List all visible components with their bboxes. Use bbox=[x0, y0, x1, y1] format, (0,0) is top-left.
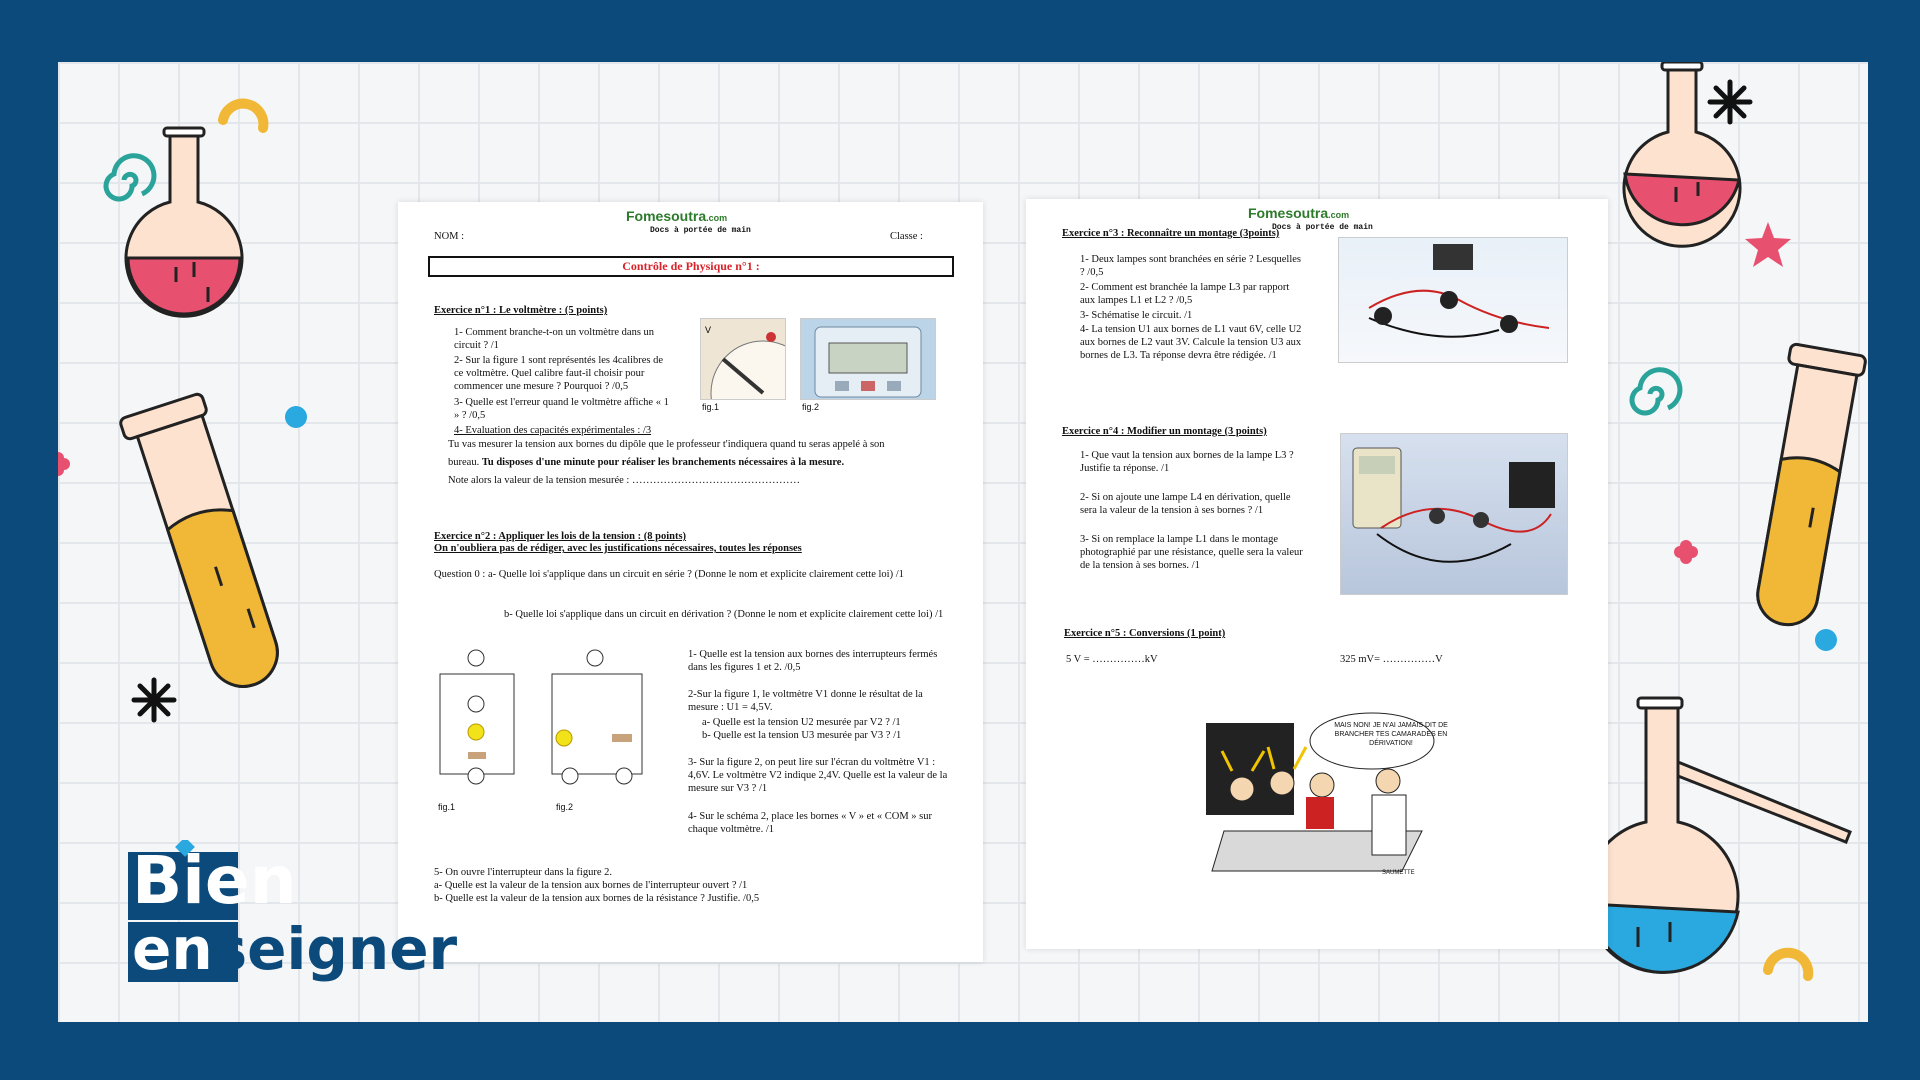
fomesoutra-logo: Fomesoutra.com bbox=[626, 208, 728, 224]
lamp-icon bbox=[1500, 315, 1518, 333]
ex1-paragraph-2: bureau. Tu disposes d'une minute pour réaliser les branchements nécessaires à la mesure. bbox=[448, 457, 845, 468]
multimeter-circuit-photo bbox=[1340, 433, 1568, 595]
exercise-5-heading: Exercice n°5 : Conversions (1 point) bbox=[1064, 628, 1226, 639]
lamp-icon bbox=[556, 730, 572, 746]
ex2-question-0b: b- Quelle loi s'applique dans un circuit en dérivation ? (Donne le nom et explicite clairement cette loi) /1 bbox=[504, 609, 944, 620]
resistor-icon bbox=[612, 734, 632, 742]
logo-tagline: Docs à portée de main bbox=[650, 226, 751, 235]
ex4-question-1: 1- Que vaut la tension aux bornes de la lampe L3 ? Justifie ta réponse. /1 bbox=[1080, 450, 1294, 474]
voltmeter-v3-icon bbox=[616, 768, 632, 784]
content-panel bbox=[58, 62, 1868, 1022]
decorations-left bbox=[58, 62, 378, 742]
fig1-caption: fig.1 bbox=[702, 402, 720, 412]
arc-icon bbox=[1768, 953, 1808, 976]
ex2-question-2b: b- Quelle est la tension U3 mesurée par V3 ? /1 bbox=[702, 730, 902, 741]
lamp-icon bbox=[1374, 307, 1392, 325]
ex2-question-3: 3- Sur la figure 2, on peut lire sur l'écran du voltmètre V1 : 4,6V. Le voltmètre V2 indique 2,4V. Quelle est la valeur de la mesure sur V3 ? /1 bbox=[688, 757, 948, 794]
ex2-question-0a: Question 0 : a- Quelle loi s'applique dans un circuit en série ? (Donne le nom et explicite clairement cette loi) /1 bbox=[434, 569, 904, 580]
ex4-question-2: 2- Si on ajoute une lampe L4 en dérivation, quelle sera la valeur de la tension à ses bornes ? /1 bbox=[1080, 492, 1291, 516]
dot-icon bbox=[1815, 629, 1837, 651]
circuit-fig1-caption: fig.1 bbox=[438, 802, 456, 812]
lamp-icon bbox=[1473, 512, 1489, 528]
multimeter-photo bbox=[800, 318, 936, 400]
ex1-paragraph-1: Tu vas mesurer la tension aux bornes du dipôle que le professeur t'indiquera quand tu seras appelé à son bbox=[448, 439, 885, 450]
exercise-3-heading: Exercice n°3 : Reconnaître un montage (3points) bbox=[1062, 228, 1280, 239]
brand-line-2: enseigner bbox=[132, 915, 458, 983]
arc-icon bbox=[223, 104, 263, 128]
logo-tagline: Docs à portée de main bbox=[1272, 223, 1373, 232]
bien-enseigner-logo bbox=[128, 840, 488, 1020]
exercise-2-subheading: On n'oubliera pas de rédiger, avec les justifications nécessaires, toutes les réponses bbox=[434, 543, 802, 554]
classe-label: Classe : bbox=[890, 231, 923, 242]
spiral-icon bbox=[1632, 370, 1680, 413]
voltmeter-v1-icon bbox=[587, 650, 603, 666]
round-flask-icon bbox=[1624, 62, 1740, 246]
ex1-question-4: 4- Evaluation des capacités expérimentales : /3 bbox=[454, 425, 652, 436]
ex2-question-5a: a- Quelle est la valeur de la tension aux bornes de l'interrupteur ouvert ? /1 bbox=[434, 880, 748, 891]
resistor-icon bbox=[468, 752, 486, 759]
circuit-diagrams bbox=[432, 648, 672, 798]
ex3-question-2: 2- Comment est branchée la lampe L3 par rapport aux lampes L1 et L2 ? /0,5 bbox=[1080, 282, 1290, 306]
ex3-question-4: 4- La tension U1 aux bornes de L1 vaut 6V, celle U2 aux bornes de L2 vaut 3V. Calcule la tension U3 aux bornes de L3. Ta réponse devra être rédigée. /1 bbox=[1080, 324, 1302, 361]
voltmeter-v1-icon bbox=[468, 650, 484, 666]
conversion-1: 5 V = ……………kV bbox=[1066, 654, 1158, 665]
series-circuit-photo bbox=[1338, 237, 1568, 363]
cartoon-signature: SAUMETTE bbox=[1382, 870, 1415, 876]
dot-icon bbox=[285, 406, 307, 428]
ex3-question-1: 1- Deux lampes sont branchées en série ? Lesquelles ? /0,5 bbox=[1080, 254, 1302, 278]
voltmeter-dial-photo bbox=[700, 318, 786, 400]
voltmeter-v3-icon bbox=[468, 768, 484, 784]
ex2-question-2: 2-Sur la figure 1, le voltmètre V1 donne le résultat de la mesure : U1 = 4,5V. bbox=[688, 689, 923, 713]
test-tube-icon bbox=[119, 393, 292, 699]
lamp-icon bbox=[1440, 291, 1458, 309]
lamp-icon bbox=[468, 724, 484, 740]
ex2-question-4: 4- Sur le schéma 2, place les bornes « V » et « COM » sur chaque voltmètre. /1 bbox=[688, 811, 932, 835]
ex1-question-3: 3- Quelle est l'erreur quand le voltmètre affiche « 1 » ? /0,5 bbox=[454, 397, 669, 421]
voltmeter-v2-icon bbox=[562, 768, 578, 784]
spiral-icon bbox=[106, 156, 154, 199]
ex2-question-2a: a- Quelle est la tension U2 mesurée par V2 ? /1 bbox=[702, 717, 901, 728]
flower-icon bbox=[1674, 540, 1698, 564]
test-tube-icon bbox=[1743, 343, 1866, 630]
ex2-question-5: 5- On ouvre l'interrupteur dans la figure 2. bbox=[434, 867, 613, 878]
decorations-right bbox=[1598, 62, 1868, 1022]
ex4-question-3: 3- Si on remplace la lampe L1 dans le montage photographié par une résistance, quelle sera la valeur de la tension à ses bornes. /1 bbox=[1080, 534, 1303, 571]
exercise-2-heading: Exercice n°2 : Appliquer les lois de la tension : (8 points) bbox=[434, 531, 687, 542]
conversion-2: 325 mV= ……………V bbox=[1340, 654, 1443, 665]
asterisk-icon bbox=[134, 680, 174, 720]
exercise-4-heading: Exercice n°4 : Modifier un montage (3 points) bbox=[1062, 426, 1267, 437]
distillation-flask-icon bbox=[1598, 698, 1850, 976]
lamp-icon bbox=[1429, 508, 1445, 524]
nom-label: NOM : bbox=[434, 231, 465, 242]
ex2-question-5b: b- Quelle est la valeur de la tension aux bornes de la résistance ? Justifie. /0,5 bbox=[434, 893, 760, 904]
exercise-1-heading: Exercice n°1 : Le voltmètre : (5 points) bbox=[434, 305, 608, 316]
asterisk-icon bbox=[1710, 82, 1750, 122]
circuit-fig2-caption: fig.2 bbox=[556, 802, 574, 812]
cartoon-speech-bubble: MAIS NON! JE N'AI JAMAIS DIT DE BRANCHER TES CAMARADES EN DÉRIVATION! bbox=[1334, 722, 1448, 747]
voltmeter-v2-icon bbox=[468, 696, 484, 712]
test-title: Contrôle de Physique n°1 : bbox=[428, 256, 954, 277]
fomesoutra-logo: Fomesoutra.com bbox=[1248, 205, 1350, 221]
ex1-question-1: 1- Comment branche-t-on un voltmètre dans un circuit ? /1 bbox=[454, 327, 655, 351]
fig2-caption: fig.2 bbox=[802, 402, 820, 412]
ex3-question-3: 3- Schématise le circuit. /1 bbox=[1080, 310, 1193, 321]
ex1-question-2: 2- Sur la figure 1 sont représentés les 4calibres de ce voltmètre. Quel calibre faut-il choisir pour commencer une mesure ? Pourquoi ? /0,5 bbox=[454, 355, 664, 392]
flower-icon bbox=[58, 452, 70, 476]
star-icon bbox=[1745, 222, 1791, 267]
brand-line-1: Bien bbox=[132, 842, 297, 919]
ex1-paragraph-3: Note alors la valeur de la tension mesurée : ………………………………………… bbox=[448, 475, 800, 486]
svg-text:V: V bbox=[705, 325, 712, 335]
worksheet-page-2 bbox=[1026, 199, 1608, 949]
ex2-question-1: 1- Quelle est la tension aux bornes des interrupteurs fermés dans les figures 1 et 2. /0,5 bbox=[688, 649, 938, 673]
